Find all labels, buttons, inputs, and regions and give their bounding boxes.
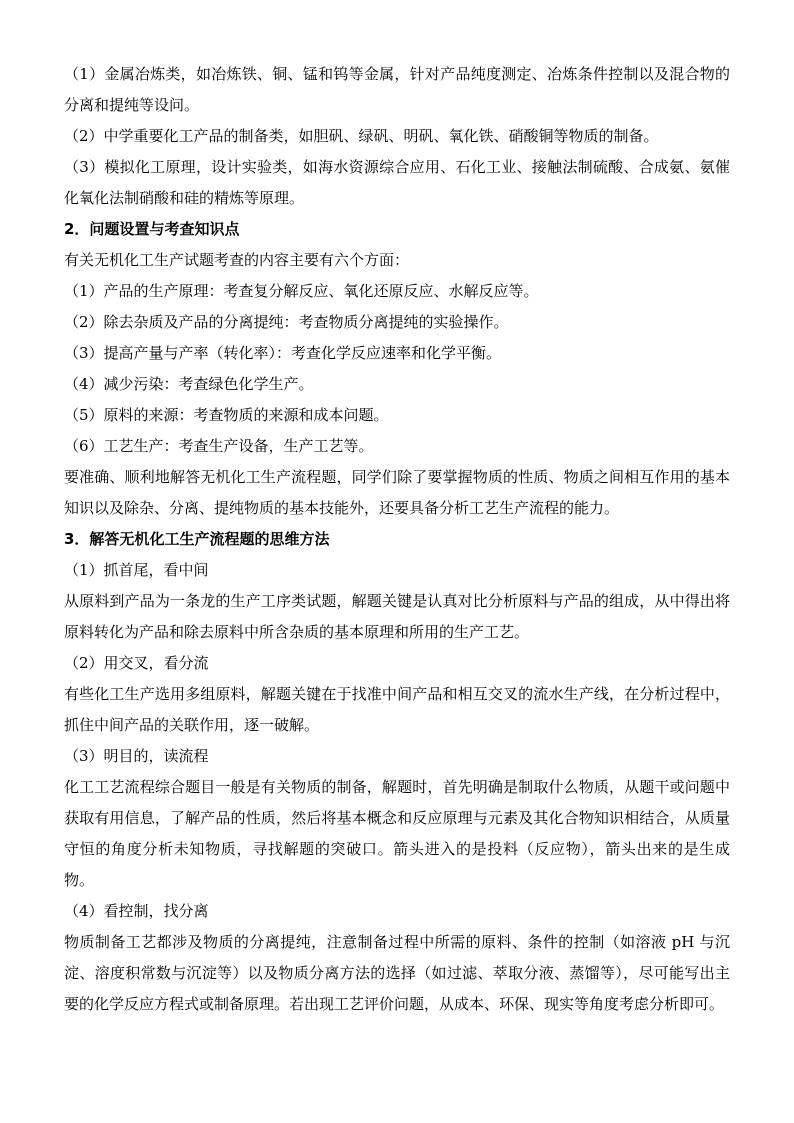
method-2-title: （2）用交叉，看分流 [64,654,209,672]
section2-item-2: （2）除去杂质及产品的分离提纯：考查物质分离提纯的实验操作。 [64,313,509,331]
section3-heading: 3．解答无机化工生产流程题的思维方法 [64,530,330,548]
section2-item-5: （5）原料的来源：考查物质的来源和成本问题。 [64,406,389,424]
section1-item-1: （1）金属冶炼类，如冶炼铁、铜、锰和钨等金属，针对产品纯度测定、冶炼条件控制以及混合物的分离和提纯等设问。 [64,65,730,114]
section1-item-3: （3）模拟化工原理，设计实验类，如海水资源综合应用、石化工业、接触法制硫酸、合成氨、氨催化氧化法制硝酸和硅的精炼等原理。 [64,158,730,207]
section2-item-6: （6）工艺生产：考查生产设备，生产工艺等。 [64,437,374,455]
section2-item-1: （1）产品的生产原理：考查复分解反应、氧化还原反应、水解反应等。 [64,282,539,300]
method-3-title: （3）明目的，读流程 [64,747,209,765]
section2-item-4: （4）减少污染：考查绿色化学生产。 [64,375,314,393]
method-1-title: （1）抓首尾，看中间 [64,561,209,579]
method-1-body: 从原料到产品为一条龙的生产工序类试题，解题关键是认真对比分析原料与产品的组成，从中得出将原料转化为产品和除去原料中所含杂质的基本原理和所用的生产工艺。 [64,592,730,641]
section2-heading: 2．问题设置与考查知识点 [64,220,240,238]
method-4-body: 物质制备工艺都涉及物质的分离提纯，注意制备过程中所需的原料、条件的控制（如溶液 pH 与沉淀、溶度积常数与沉淀等）以及物质分离方法的选择（如过滤、萃取分液、蒸馏等），尽可能写出主要的化学反应方程式或制备原理。若出现工艺评价问题，从成本、环保、现实等角度考虑分析即可。 [64,933,730,1013]
method-4-title: （4）看控制，找分离 [64,902,209,920]
method-3-body: 化工工艺流程综合题目一般是有关物质的制备，解题时，首先明确是制取什么物质，从题干或问题中获取有用信息，了解产品的性质，然后将基本概念和反应原理与元素及其化合物知识相结合，从质量守恒的角度分析未知物质，寻找解题的突破口。箭头进入的是投料（反应物），箭头出来的是生成物。 [64,778,730,889]
method-2-body: 有些化工生产选用多组原料，解题关键在于找准中间产品和相互交叉的流水生产线，在分析过程中，抓住中间产品的关联作用，逐一破解。 [64,685,730,734]
section2-closing: 要准确、顺利地解答无机化工生产流程题，同学们除了要掌握物质的性质、物质之间相互作用的基本知识以及除杂、分离、提纯物质的基本技能外，还要具备分析工艺生产流程的能力。 [64,468,730,517]
document-page [64,59,730,1020]
section1-item-2: （2）中学重要化工产品的制备类，如胆矾、绿矾、明矾、氧化铁、硝酸铜等物质的制备。 [64,127,659,145]
section2-item-3: （3）提高产量与产率（转化率）：考查化学反应速率和化学平衡。 [64,344,502,362]
section2-intro: 有关无机化工生产试题考查的内容主要有六个方面： [64,251,410,269]
